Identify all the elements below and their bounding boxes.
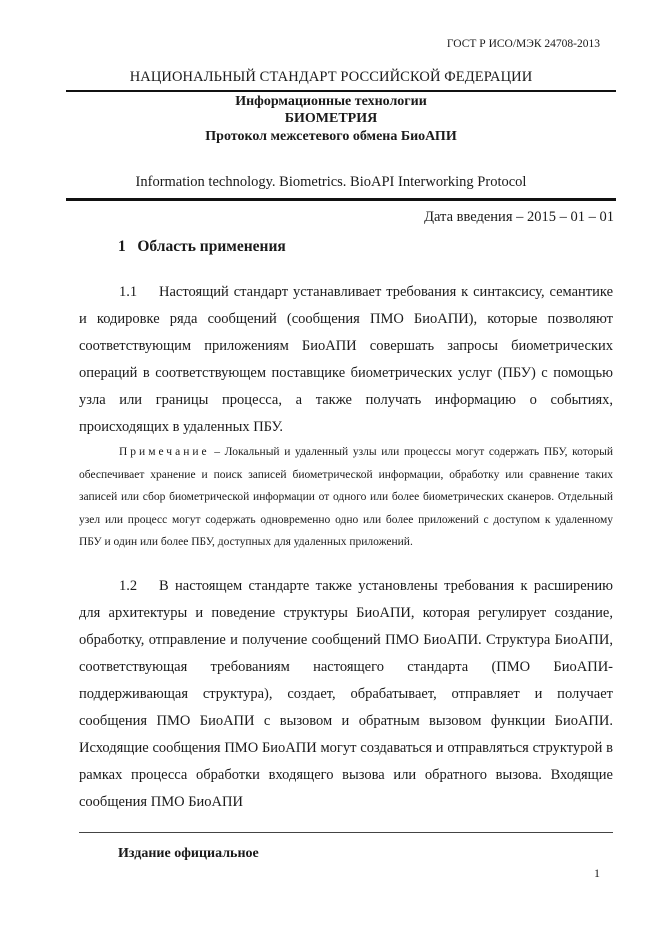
note-text: – Локальный и удаленный узлы или процессы могут содержать ПБУ, который обеспечивает хранение и поиск записей биометрической информации, обработку или сравнение таких записей или сбор биометрической информации от одного или более биометрических сканеров. Отдельный узел или процесс могут содержать одновременно одно или более приложений с доступом к удаленному ПБУ и один или более ПБУ, доступных для удаленных приложений. — [79, 446, 613, 548]
section-heading: 1 Область применения — [118, 238, 286, 255]
title-line-2: БИОМЕТРИЯ — [284, 111, 378, 126]
paragraph-text: В настоящем стандарте также установлены требования к расширению для архитектуры и поведение структуры БиоАПИ, которая регулирует создание, обработку, отправление и получение сообщений ПМО БиоАПИ. Структура БиоАПИ, соответствующая требованиям настоящего стандарта (ПМО БиоАПИ-поддерживающая структура), создает, обрабатывает, отправляет и получает сообщения ПМО БиоАПИ с вызовом и обратным вызовом функции БиоАПИ. Исходящие сообщения ПМО БиоАПИ могут создаваться и отправляться структурой в рамках процесса обработки входящего вызова или обратного вызова. Входящие сообщения ПМО БиоАПИ — [79, 578, 613, 810]
title-line-1: Информационные технологии — [235, 94, 427, 109]
title-line-3: Протокол межсетевого обмена БиоАПИ — [205, 129, 457, 144]
introduction-date: Дата введения – 2015 – 01 – 01 — [424, 209, 614, 225]
national-standard-heading: НАЦИОНАЛЬНЫЙ СТАНДАРТ РОССИЙСКОЙ ФЕДЕРАЦИИ — [129, 69, 533, 85]
paragraph-1-2 — [79, 573, 613, 816]
paragraph-text: Настоящий стандарт устанавливает требования к синтаксису, семантике и кодировке ряда сообщений (сообщения ПМО БиоАПИ), которые позволяют соответствующим приложениям БиоАПИ совершать запросы биометрических операций в соответствующем поставщике биометрических услуг (ПБУ) с помощью узла или границы процесса, а также получать информацию о событиях, происходящих в удаленных ПБУ. — [79, 284, 613, 435]
english-title: Information technology. Biometrics. BioAPI Interworking Protocol — [135, 174, 527, 190]
title-divider — [66, 198, 616, 201]
edition-label: Издание официальное — [118, 846, 259, 861]
paragraph-number: 1.1 — [119, 284, 138, 300]
top-divider — [66, 90, 616, 92]
standard-code: ГОСТ Р ИСО/МЭК 24708-2013 — [446, 38, 600, 50]
paragraph-1-1 — [79, 279, 613, 441]
paragraph-number: 1.2 — [119, 578, 138, 594]
page-number: 1 — [594, 866, 600, 880]
footer-divider — [79, 832, 613, 833]
note-label: Примечание — [119, 446, 210, 458]
note — [79, 441, 613, 554]
